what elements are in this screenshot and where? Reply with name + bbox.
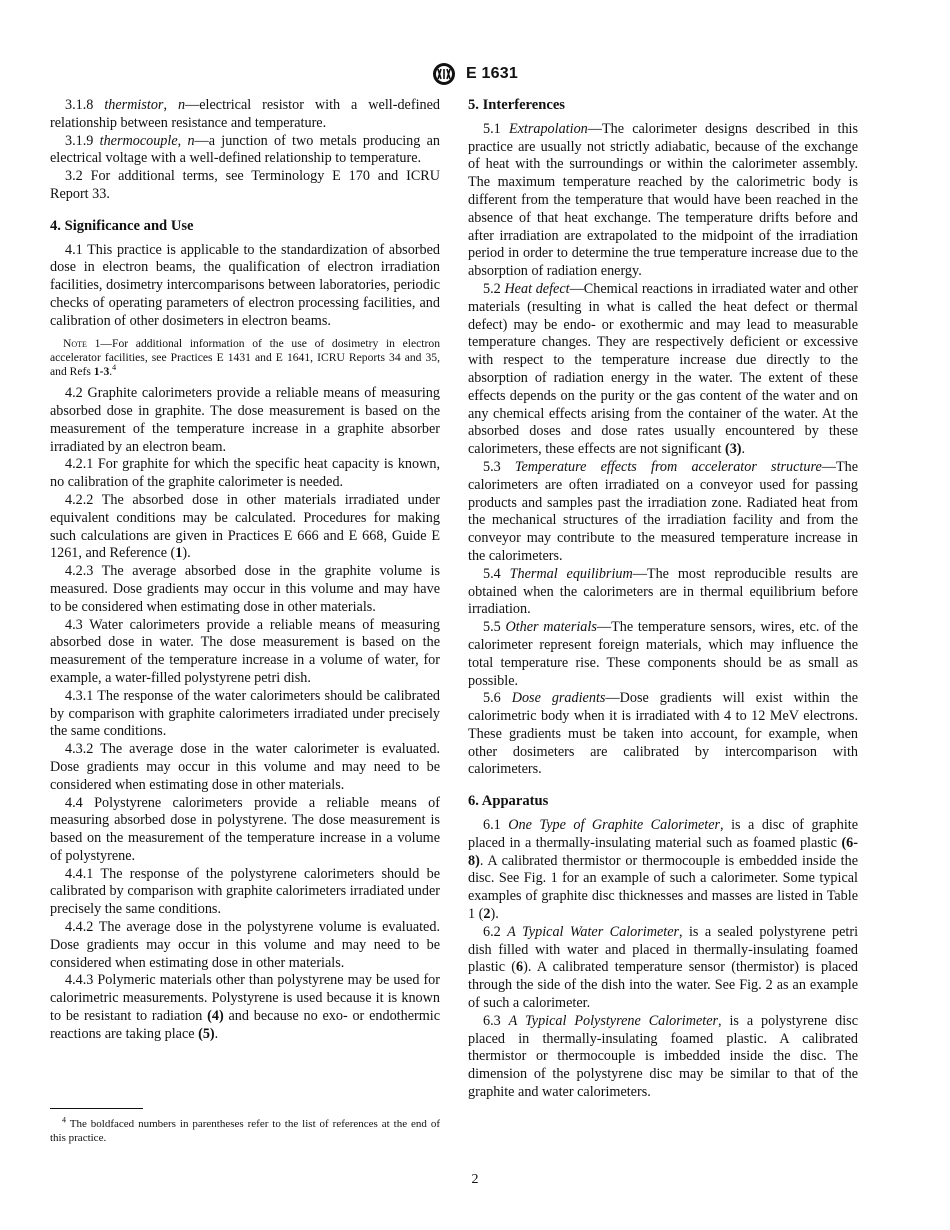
paragraph-5-4: 5.4 Thermal equilibrium—The most reproducible results are obtained when the calorimeters are in thermal equilibrium before irradiation.: [468, 565, 859, 618]
paragraph-3-1-9: 3.1.9 thermocouple, n—a junction of two metals producing an electrical voltage with a well-defined relationship to temperature.: [50, 132, 441, 167]
document-designation: E 1631: [466, 65, 518, 82]
paragraph-5-5: 5.5 Other materials—The temperature sensors, wires, etc. of the calorimeter represent foreign materials, which may influence the total temperature rise. These components should be as small as possible.: [468, 619, 858, 689]
paragraph-4-2-2: 4.2.2 The absorbed dose in other materials irradiated under equivalent conditions may be calculated. Procedures for making such calculations are given in Practices E 666 and E 668, Guide E 1261, and Reference (1).: [50, 491, 440, 562]
paragraph-6-2: 6.2 A Typical Water Calorimeter, is a sealed polystyrene petri dish filled with water and placed in thermally-insulating foamed plastic (6). A calibrated temperature sensor (thermistor) is placed through the side of the dish into the water. See Fig. 2 as an example of such a calorimeter.: [468, 923, 859, 1012]
paragraph-4-3-2: 4.3.2 The average dose in the water calorimeter is evaluated. Dose gradients may occur in this volume and may need to be considered when estimating dose in other materials.: [50, 741, 440, 793]
paragraph-4-4-1: 4.4.1 The response of the polystyrene calorimeters should be calibrated by comparison with graphite calorimeters irradiated under precisely the same conditions.: [50, 865, 440, 918]
note-1: Note 1—For additional information of the use of dosimetry in electron accelerator facilities, see Practices E 1431 and E 1641, ICRU Reports 34 and 35, and Refs 1-3.$^4$: [50, 336, 440, 378]
paragraph-6-1: 6.1 One Type of Graphite Calorimeter, is a disc of graphite placed in a thermally-insulating material such as foamed plastic (6-8). A calibrated thermistor or thermocouple is embedded inside the disc. See Fig. 1 for an example of such a calorimeter. Some typical examples of graphite disc thicknesses and masses are listed in Table 1 (2).: [468, 817, 858, 923]
paragraph-5-1: 5.1 Extrapolation—The calorimeter designs described in this practice are usually not strictly adiabatic, because of the exchange of heat with the surroundings or within the calorimeter assembly. The maximum temperature reached by the calorimetric body is different from the temperature that would have been reached in the absence of that heat exchange. The temperature drifts before and after irradiation are extrapolated to the midpoint of the irradiation period in order to determine the true temperature increase due to the absorption of radiation energy.: [468, 120, 859, 280]
astm-logo-icon: [432, 62, 456, 86]
page-number: 2: [471, 1172, 479, 1187]
paragraph-3-2: 3.2 For additional terms, see Terminology E 170 and ICRU Report 33.: [50, 168, 440, 202]
paragraph-4-3: 4.3 Water calorimeters provide a reliable means of measuring absorbed dose in water. The dose measurement is based on the measurement of the temperature increase in a volume of water, for example, a water-filled polystyrene petri dish.: [50, 616, 440, 686]
paragraph-4-1: 4.1 This practice is applicable to the standardization of absorbed dose in electron beams, the qualification of electron irradiation facilities, dosimetry intercomparisons between laboratories, periodic checks of operating parameters of electron processing facilities, and calibration of other dosimeters in electron beams.: [50, 241, 440, 329]
right-column: [468, 97, 858, 1102]
section-heading-5: 5. Interferences: [468, 97, 565, 113]
section-heading-4: 4. Significance and Use: [50, 217, 194, 234]
paragraph-3-1-8: 3.1.8 thermistor, n—electrical resistor with a well-defined relationship between resistance and temperature.: [50, 97, 440, 131]
section-heading-6: 6. Apparatus: [468, 793, 549, 810]
paragraph-4-3-1: 4.3.1 The response of the water calorimeters should be calibrated by comparison with graphite calorimeters irradiated under precisely the same conditions.: [50, 687, 440, 740]
paragraph-4-2: 4.2 Graphite calorimeters provide a reliable means of measuring absorbed dose in graphite. The dose measurement is based on the measurement of the temperature increase in a graphite absorber irradiated by an electron beam.: [50, 385, 440, 455]
footnote-4: $^4$ The boldfaced numbers in parentheses refer to the list of references at the end of this practice.: [50, 1115, 440, 1144]
paragraph-5-6: 5.6 Dose gradients—Dose gradients will exist within the calorimetric body when it is irradiated with 4 to 12 MeV electrons. These gradients must be taken into account, for example, when other dosimeters are calibrated by intercomparison with calorimeters.: [468, 690, 859, 778]
paragraph-4-4-3: 4.4.3 Polymeric materials other than polystyrene may be used for calorimetric measurements. Polystyrene is used because it is known to be resistant to radiation (4) and because no exo- or endothermic reactions are taking place (5).: [50, 972, 440, 1042]
footnote-rule: [50, 1108, 143, 1109]
left-column: [50, 97, 440, 1044]
page-header: [0, 62, 950, 86]
paragraph-4-2-3: 4.2.3 The average absorbed dose in the graphite volume is measured. Dose gradients may occur in this volume and may have to be considered when estimating dose in other materials.: [50, 563, 440, 615]
paragraph-6-3: 6.3 A Typical Polystyrene Calorimeter, is a polystyrene disc placed in thermally-insulating foamed plastic. A calibrated thermistor or thermocouple is imbedded inside the disc. The dimension of the polystyrene disc may be similar to that of the graphite and water calorimeters.: [468, 1012, 858, 1101]
paragraph-4-4: 4.4 Polystyrene calorimeters provide a reliable means of measuring absorbed dose in polystyrene. The dose measurement is based on the measurement of the temperature increase in a volume of polystyrene.: [50, 794, 440, 864]
paragraph-5-2: 5.2 Heat defect—Chemical reactions in irradiated water and other materials (resulting in what is called the heat defect or thermal defect) may be endo- or exothermic and may lead to measurable temperature changes. They are respectively deficient or excessive with respect to the temperature increase due directly to the absorption of radiation energy in the water. The extent of these effects depends on the purity or the gas content of the water and on any chemical effects arising from the container of the water. At the absorbed doses and dose rates usually encountered by these calorimeters, these effects are not significant (3).: [468, 280, 859, 458]
paragraph-4-4-2: 4.4.2 The average dose in the polystyrene volume is evaluated. Dose gradients may occur in this volume and may need to be considered when estimating dose in other materials.: [50, 919, 440, 971]
paragraph-4-2-1: 4.2.1 For graphite for which the specific heat capacity is known, no calibration of the graphite calorimeter is needed.: [50, 456, 440, 491]
paragraph-5-3: 5.3 Temperature effects from accelerator structure—The calorimeters are often irradiated on a conveyor used for passing products and samples past the irradiation zone. Radiated heat from the mechanical structures of the irradiation facility and from the conveyor may contribute to the measured temperature increase in the calorimeters.: [468, 458, 858, 564]
